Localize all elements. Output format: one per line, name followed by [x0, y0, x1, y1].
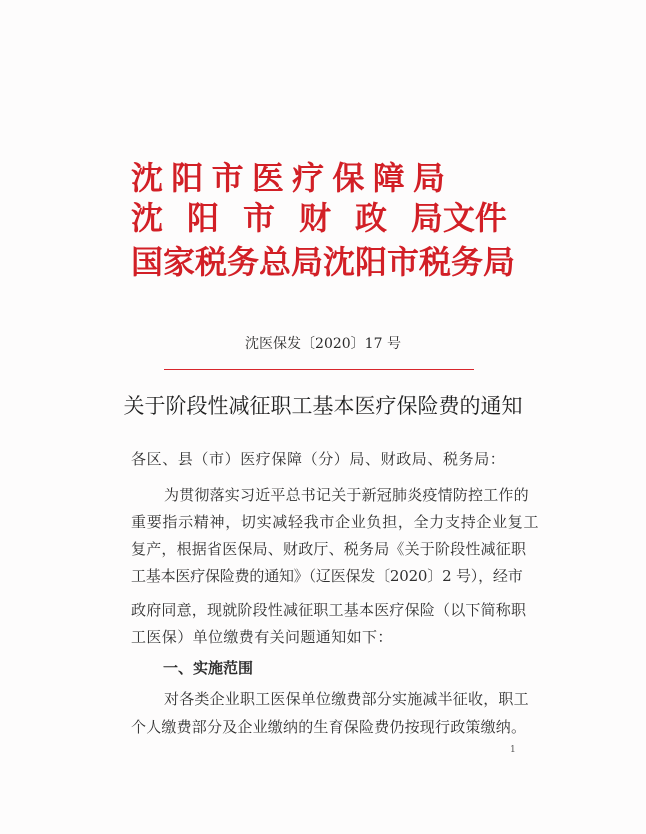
red-divider-line — [164, 369, 474, 370]
section-heading: 一、实施范围 — [163, 659, 254, 677]
letterhead-char: 市 — [211, 159, 244, 197]
letterhead-char: 局文件 — [410, 199, 507, 237]
body-line: 对各类企业职工医保单位缴费部分实施减半征收，职工 — [164, 690, 529, 708]
letterhead-agency-3: 国家税务总局沈阳市税务局 — [131, 243, 516, 281]
body-line: 重要指示精神，切实减轻我市企业负担，全力支持企业复工 — [131, 513, 540, 531]
letterhead-agency-2 — [131, 200, 507, 236]
body-line: 政府同意，现就阶段性减征职工基本医疗保险（以下简称职 — [131, 601, 527, 619]
body-line: 工基本医疗保险费的通知》（辽医保发〔2020〕2 号），经市 — [131, 567, 523, 585]
letterhead-char: 沈 — [131, 159, 164, 197]
letterhead-agency-1 — [131, 160, 445, 196]
letterhead-char: 政 — [354, 199, 387, 237]
body-line: 工医保）单位缴费有关问题通知如下： — [131, 628, 393, 646]
letterhead-char: 障 — [372, 159, 405, 197]
letterhead-char: 阳 — [186, 199, 219, 237]
page-number: 1 — [510, 745, 516, 755]
body-line: 为贯彻落实习近平总书记关于新冠肺炎疫情防控工作的 — [164, 486, 529, 504]
letterhead-char: 沈 — [131, 199, 164, 237]
letterhead-char: 局 — [412, 159, 445, 197]
letterhead-char: 阳 — [171, 159, 204, 197]
letterhead-char: 保 — [332, 159, 365, 197]
addressees: 各区、县（市）医疗保障（分）局、财政局、税务局： — [131, 450, 506, 468]
letterhead-char: 疗 — [292, 159, 325, 197]
letterhead-char: 市 — [242, 199, 275, 237]
document-title: 关于阶段性减征职工基本医疗保险费的通知 — [123, 394, 523, 418]
body-line: 复产，根据省医保局、财政厅、税务局《关于阶段性减征职 — [131, 540, 527, 558]
body-line: 个人缴费部分及企业缴纳的生育保险费仍按现行政策缴纳。 — [131, 718, 527, 736]
letterhead-char: 医 — [251, 159, 284, 197]
document-number: 沈医保发〔2020〕17 号 — [245, 336, 401, 352]
letterhead-char: 财 — [298, 199, 331, 237]
